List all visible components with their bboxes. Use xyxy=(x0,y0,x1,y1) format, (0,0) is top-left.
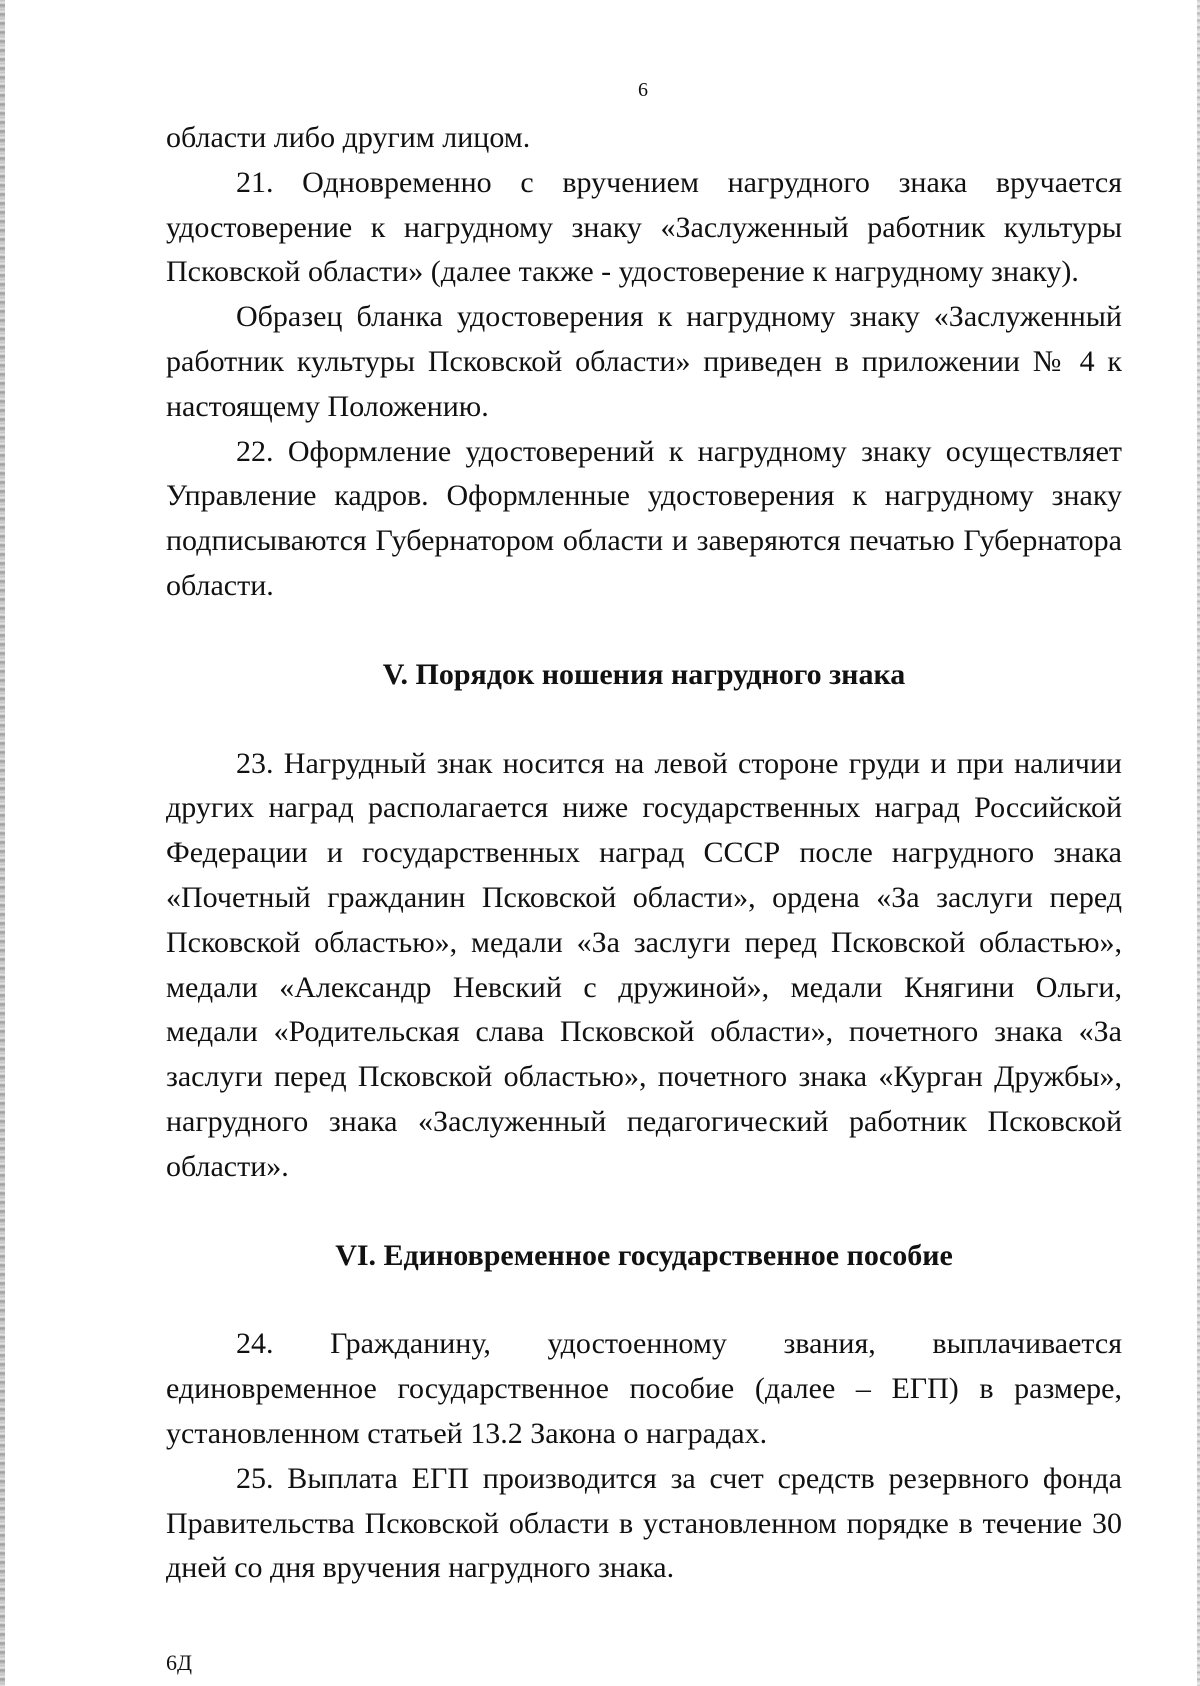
paragraph-21-sample: Образец бланка удостоверения к нагрудному знаку «Заслуженный работник культуры Псковской области» приведен в приложении № 4 к настоящему Положению. xyxy=(166,300,1122,423)
paragraph-25: 25. Выплата ЕГП производится за счет средств резервного фонда Правительства Псковской области в установленном порядке в течение 30 дней со дня вручения нагрудного знака. xyxy=(166,1461,1122,1585)
document-body xyxy=(166,116,1122,1591)
paragraph-21: 21. Одновременно с вручением нагрудного знака вручается удостоверение к нагрудному знаку «Заслуженный работник культуры Псковской области» (далее также - удостоверение к нагрудному знаку). xyxy=(166,165,1122,289)
section-heading-5: V. Порядок ношения нагрудного знака xyxy=(382,657,906,691)
section-heading-6: VI. Единовременное государственное пособие xyxy=(335,1238,953,1272)
paragraph-23: 23. Нагрудный знак носится на левой стороне груди и при наличии других наград располагается ниже государственных наград Российской Федерации и государственных наград СССР после нагрудного знака «Почетный гражданин Псковской области», ордена «За заслуги перед Псковской областью», медали «За заслуги перед Псковской областью», медали «Александр Невский с дружиной», медали Княгини Ольги, медали «Родительская слава Псковской области», почетного знака «За заслуги перед Псковской областью», почетного знака «Курган Дружбы», нагрудного знака «Заслуженный педагогический работник Псковской области». xyxy=(166,746,1122,1183)
paragraph-continuation: области либо другим лицом. xyxy=(166,121,531,154)
paragraph-22: 22. Оформление удостоверений к нагрудному знаку осуществляет Управление кадров. Оформленные удостоверения к нагрудному знаку подписываются Губернатором области и заверяются печатью Губернатора области. xyxy=(166,434,1122,602)
paragraph-24: 24. Гражданину, удостоенному звания, выплачивается единовременное государственное пособие (далее – ЕГП) в размере, установленном статьей 13.2 Закона о наградах. xyxy=(166,1327,1122,1450)
footer-document-code: 6Д xyxy=(166,1650,193,1675)
page-number: 6 xyxy=(638,79,648,101)
scan-edge-left xyxy=(0,0,5,1686)
